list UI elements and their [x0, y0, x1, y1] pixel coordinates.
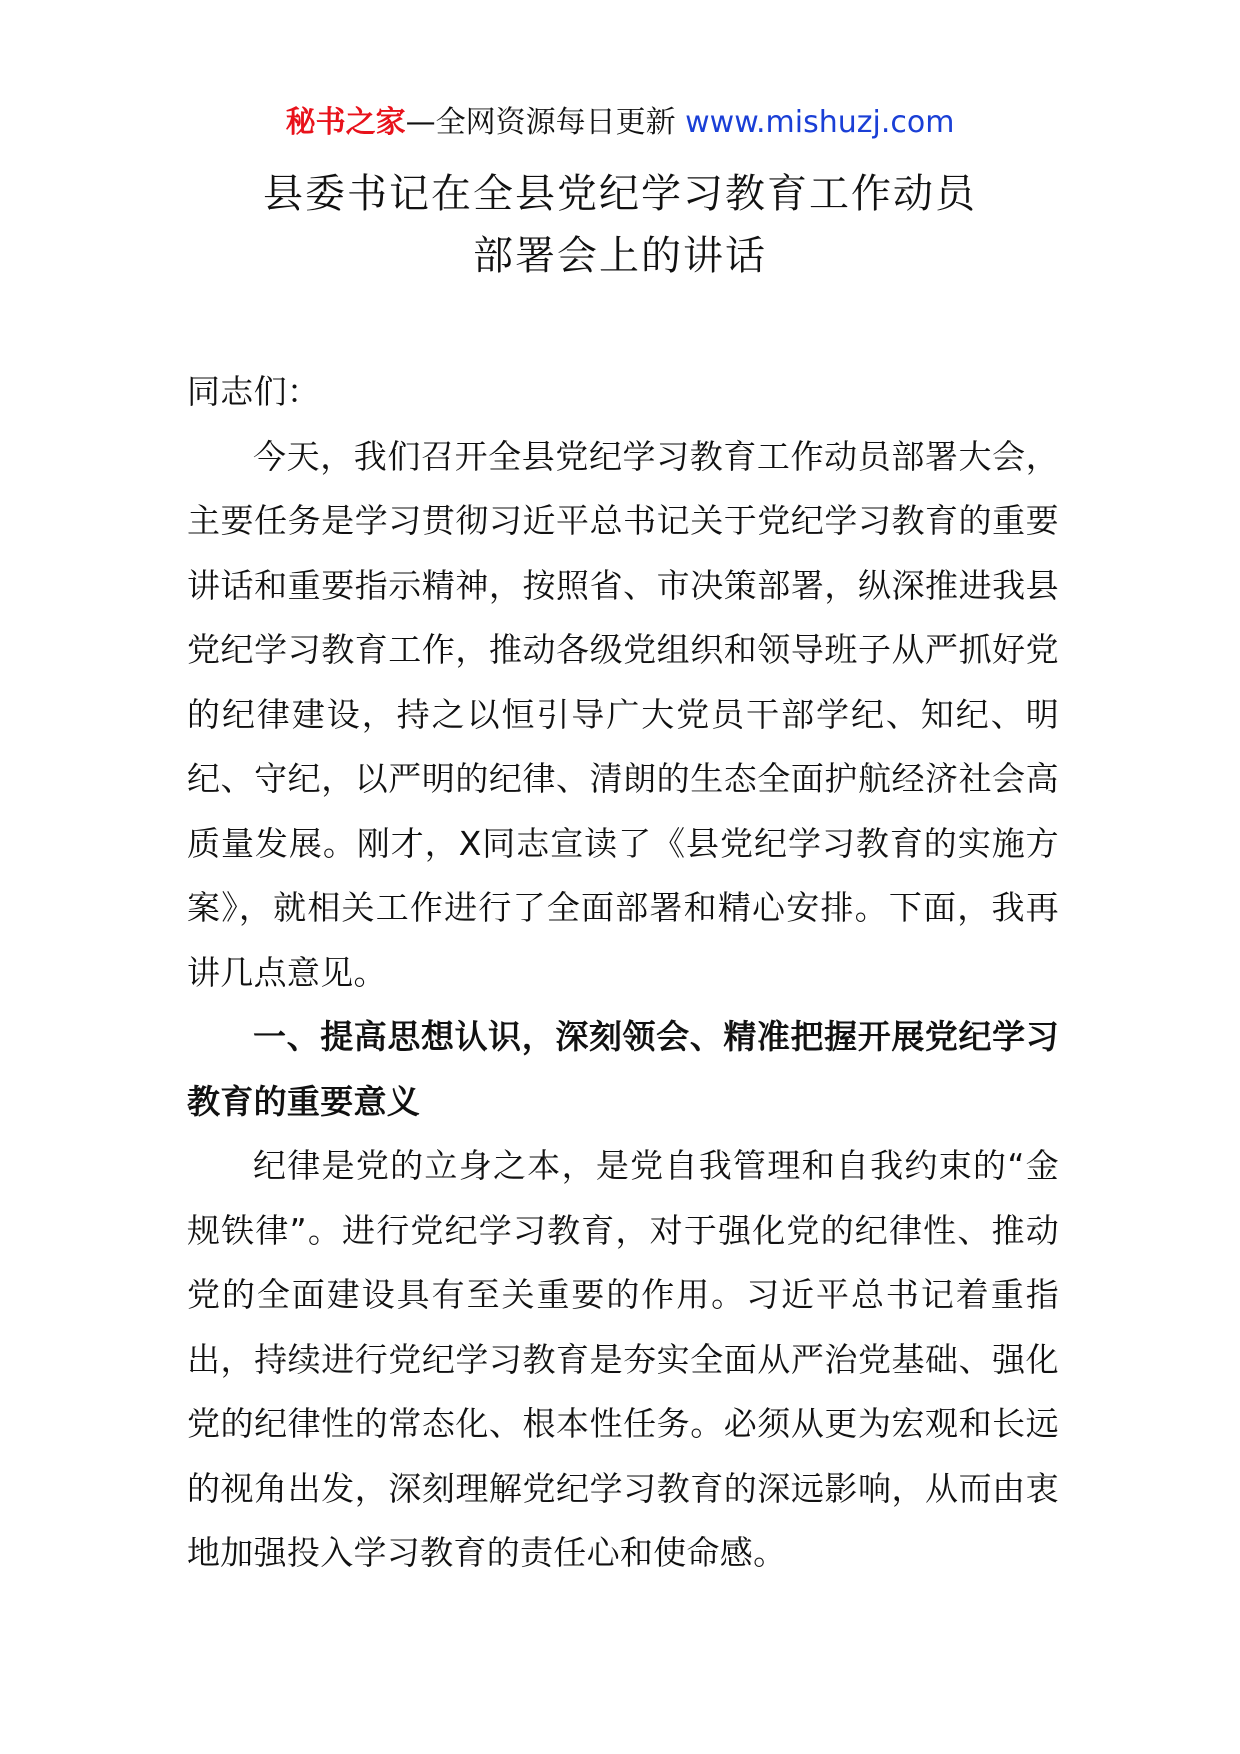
paragraph: 纪律是党的立身之本，是党自我管理和自我约束的“金规铁律”。进行党纪学习教育，对于强化党的纪律性、推动党的全面建设具有至关重要的作用。习近平总书记着重指出，持续进行党纪学习教育是夯实全面从严治党基础、强化党的纪律性的常态化、根本性任务。必须从更为宏观和长远的视角出发，深刻理解党纪学习教育的深远影响，从而由衷地加强投入学习教育的责任心和使命感。 — [187, 1146, 1059, 1572]
site-url-link[interactable]: www.mishuzj.com — [685, 105, 955, 140]
header-tagline: —全网资源每日更新 — [405, 105, 686, 140]
site-header — [0, 103, 1240, 143]
paragraph: 今天，我们召开全县党纪学习教育工作动员部署大会，主要任务是学习贯彻习近平总书记关于党纪学习教育的重要讲话和重要指示精神，按照省、市决策部署，纵深推进我县党纪学习教育工作，推动各级党组织和领导班子从严抓好党的纪律建设，持之以恒引导广大党员干部学纪、知纪、明纪、守纪，以严明的纪律、清朗的生态全面护航经济社会高质量发展。刚才，X同志宣读了《县党纪学习教育的实施方案》，就相关工作进行了全面部署和精心安排。下面，我再讲几点意见。 — [187, 436, 1059, 992]
document-body — [187, 360, 1059, 1586]
section-heading: 一、提高思想认识，深刻领会、精准把握开展党纪学习教育的重要意义 — [187, 1017, 1059, 1121]
title-line-2: 部署会上的讲话 — [473, 233, 767, 279]
document-title — [0, 163, 1240, 287]
brand-name: 秘书之家 — [285, 105, 406, 140]
salutation: 同志们： — [187, 372, 321, 411]
title-line-1: 县委书记在全县党纪学习教育工作动员 — [263, 171, 977, 217]
